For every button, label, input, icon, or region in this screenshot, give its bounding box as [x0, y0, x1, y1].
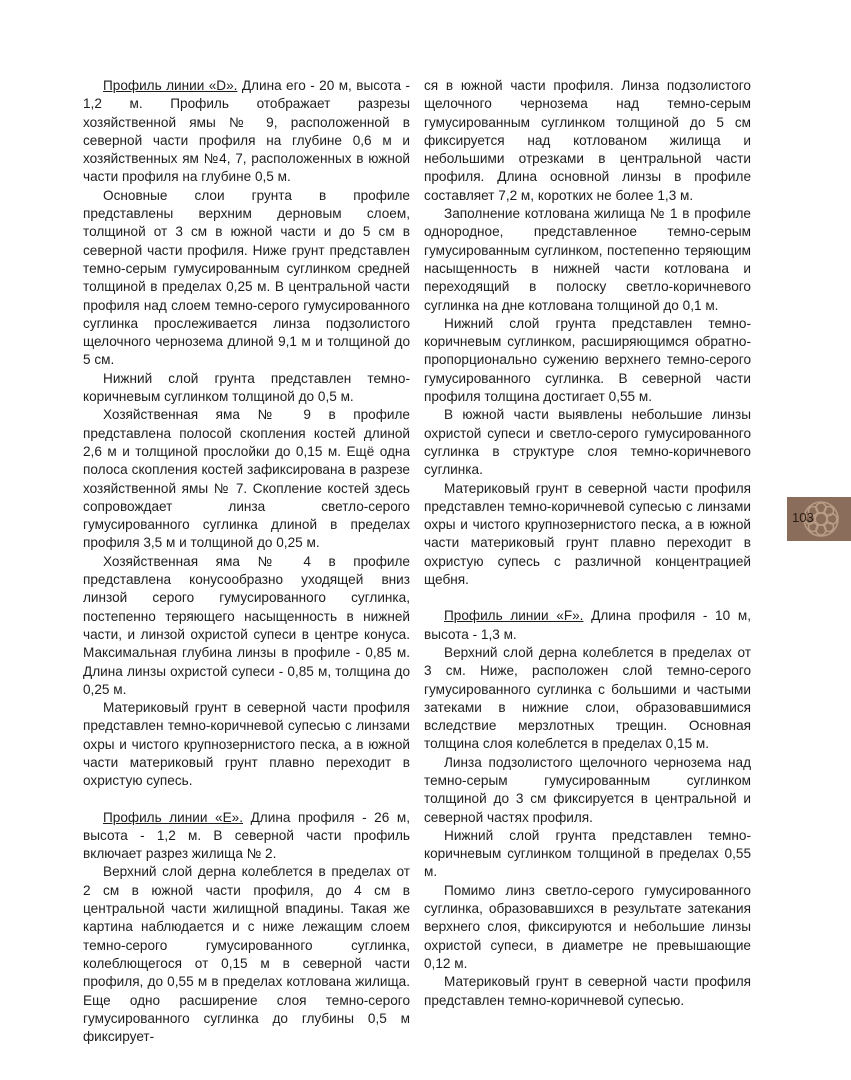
section-heading: Профиль линии «F». — [444, 608, 584, 624]
paragraph: В южной части выявлены небольшие линзы охристой супеси и светло-серого гумусированного суглинка в структуре слоя темно-коричневого суглинка. — [424, 407, 751, 478]
paragraph: Верхний слой дерна колеблется в пределах от 2 см в южной части профиля, до 4 см в центральной части жилищной впадины. Такая же картина наблюдается и с ниже лежащим слоем темно-серого гумусированного суглинка, колеблющегося от 0,15 м в северной части профиля, до 0,55 м в пределах котлована жилища. Еще одно расширение слоя темно-серого гумусированного суглинка до глубины 0,5 м фиксирует- — [83, 864, 410, 1045]
paragraph: Нижний слой грунта представлен темно-коричневым суглинком толщиной до 0,5 м. — [83, 370, 410, 405]
paragraph-text: Длина его - 20 м, высота - 1,2 м. Профиль отображает разрезы хозяйственной ямы № 9, расположенной в северной части профиля на глубине 0,6 м и хозяйственных ям №4, 7, расположенных в южной части профиля на глубине 0,5 м. — [83, 78, 410, 185]
paragraph: Нижний слой грунта представлен темно-коричневым суглинком, расширяющимся обратно-пропорционально сужению верхнего темно-серого гумусированного суглинка. В северной части профиля толщина достигает 0,55 м. — [424, 315, 751, 405]
section-heading: Профиль линии «D». — [103, 78, 238, 93]
paragraph: Верхний слой дерна колеблется в пределах от 3 см. Ниже, расположен слой темно-серого гумусированного суглинка с большими и частыми затеками в нижние слои, образовавшимися вследствие мерзлотных трещин. Основная толщина слоя колеблется в пределах 0,15 м. — [424, 644, 751, 752]
paragraph: Помимо линз светло-серого гумусированного суглинка, образовавшихся в результате затекания верхнего слоя, фиксируются и небольшие линзы охристой супеси, в диаметре не превышающие 0,12 м. — [424, 882, 751, 971]
paragraph-text: Длина профиля - 26 м, высота - 1,2 м. В северной части профиль включает разрез жилища № 2. — [83, 809, 410, 862]
paragraph: Материковый грунт в северной части профиля представлен темно-коричневой супесью с линзами охры и чистого крупнозернистого песка, а в южной части материковый грунт плавно переходит в охристую супесь с различной концентрацией щебня. — [424, 480, 751, 588]
paragraph: Основные слои грунта в профиле представлены верхним дерновым слоем, толщиной от 3 см в южной части и до 5 см в северной части профиля. Ниже грунт представлен темно-серым гумусированным суглинком средней толщиной в пределах 0,25 м. В центральной части профиля над слоем темно-серого гумусированного суглинка прослеживается линза подзолистого щелочного чернозема длиной 9,1 м и толщиной до 5 см. — [83, 187, 410, 368]
section-heading: Профиль линии «Е». — [103, 809, 244, 825]
paragraph: Линза подзолистого щелочного чернозема над темно-серым гумусированным суглинком толщиной до 3 см фиксируется в центральной и северной частях профиля. — [424, 754, 751, 825]
paragraph: ся в южной части профиля. Линза подзолистого щелочного чернозема над темно-серым гумусированным суглинком толщиной до 5 см фиксируется над котлованом жилища и небольшими отрезками в центральной части профиля. Длина основной линзы в профиле составляет 7,2 м, коротких не более 1,3 м. — [424, 78, 751, 203]
paragraph: Заполнение котлована жилища № 1 в профиле однородное, представленное темно-серым гумусированным суглинком, постепенно теряющим насыщенность в нижней части котлована и переходящий в полоску светло-коричневого суглинка на дне котлована толщиной до 0,1 м. — [424, 206, 751, 313]
left-text-column — [83, 77, 410, 1046]
paragraph — [83, 77, 410, 187]
paragraph: Хозяйственная яма № 9 в профиле представлена полосой скопления костей длиной 2,6 м и толщиной прослойки до 0,15 м. Ещё одна полоса скопления костей зафиксирована в разрезе хозяйственной ямы № 7. Скопление костей здесь сопровождает линза светло-серого гумусированного суглинка длиной в пределах профиля 3,5 м и толщиной до 0,25 м. — [83, 407, 410, 551]
paragraph — [424, 607, 751, 644]
paragraph-text: Длина профиля - 10 м, высота - 1,3 м. — [424, 608, 751, 642]
paragraph: Нижний слой грунта представлен темно-коричневым суглинком толщиной в пределах 0,55 м. — [424, 827, 751, 880]
page-number: 103 — [792, 510, 814, 525]
paragraph — [83, 809, 410, 864]
right-text-column — [424, 77, 751, 1010]
paragraph: Материковый грунт в северной части профиля представлен темно-коричневой супесью с линзами охры и чистого крупнозернистого песка, а в южной части материковый грунт плавно переходит в охристую супесь. — [83, 700, 410, 789]
paragraph: Хозяйственная яма № 4 в профиле представлена конусообразно уходящей вниз линзой серого гумусированного суглинка, постепенно теряющего насыщенность в нижней части, и линзой охристой супеси в центре конуса. Максимальная глубина линзы в профиле - 0,85 м. Длина линзы охристой супеси - 0,85 м, толщина до 0,25 м. — [83, 553, 410, 697]
paragraph: Материковый грунт в северной части профиля представлен темно-коричневой супесью. — [424, 974, 751, 1008]
